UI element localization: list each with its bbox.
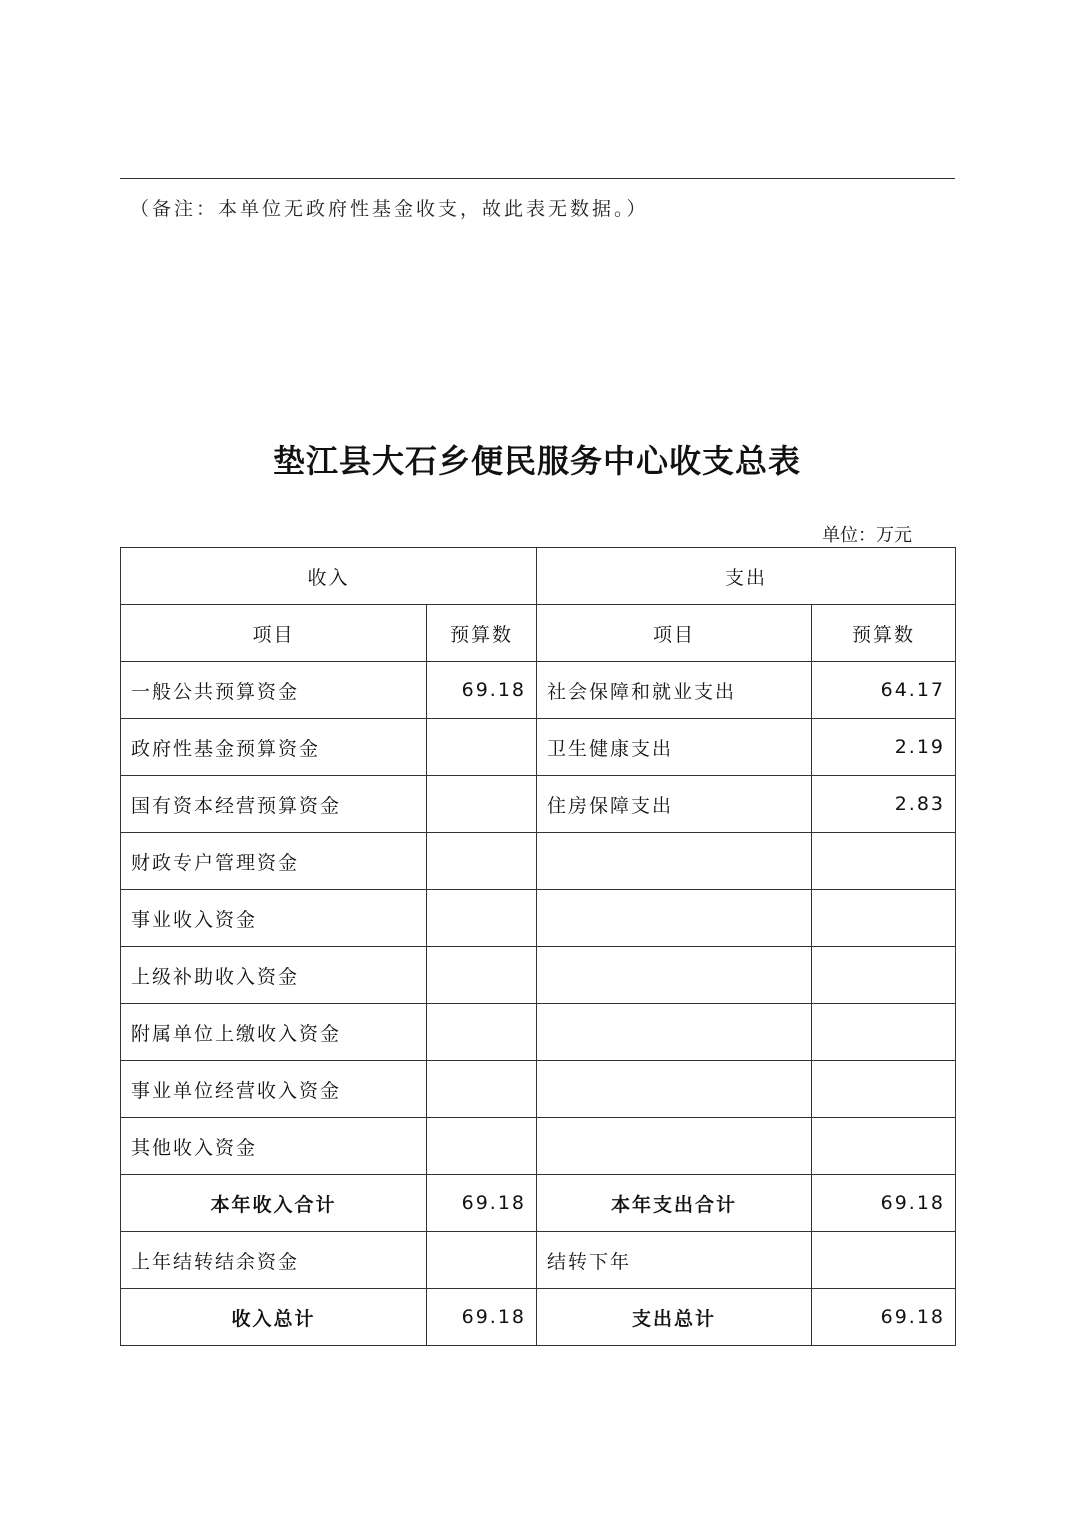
note-text: （备注：本单位无政府性基金收支，故此表无数据。） [130, 198, 649, 220]
income-item: 国有资本经营预算资金 [121, 776, 427, 833]
year-total-row [121, 1175, 956, 1232]
income-value [427, 1118, 537, 1175]
expense-budget-header: 预算数 [812, 605, 956, 662]
expense-item [537, 833, 812, 890]
unit-label: 单位：万元 [822, 525, 912, 546]
income-value [427, 890, 537, 947]
income-item: 财政专户管理资金 [121, 833, 427, 890]
table-row [121, 1118, 956, 1175]
expense-item [537, 1061, 812, 1118]
income-item: 政府性基金预算资金 [121, 719, 427, 776]
income-value [427, 776, 537, 833]
income-item: 上级补助收入资金 [121, 947, 427, 1004]
income-budget-header: 预算数 [427, 605, 537, 662]
table-row [121, 947, 956, 1004]
carryover-income-value [427, 1232, 537, 1289]
table-subheader-row [121, 605, 956, 662]
expense-item [537, 947, 812, 1004]
table-row [121, 1061, 956, 1118]
expense-value [812, 1061, 956, 1118]
income-value [427, 833, 537, 890]
summary-table [120, 547, 956, 1346]
income-item-header: 项目 [121, 605, 427, 662]
carryover-row [121, 1232, 956, 1289]
income-item: 一般公共预算资金 [121, 662, 427, 719]
expense-item [537, 1118, 812, 1175]
expense-item: 卫生健康支出 [537, 719, 812, 776]
carryover-expense-value [812, 1232, 956, 1289]
expense-value [812, 1118, 956, 1175]
grand-total-row [121, 1289, 956, 1346]
income-header: 收入 [121, 548, 537, 605]
income-value: 69.18 [427, 662, 537, 719]
year-income-total-value: 69.18 [427, 1175, 537, 1232]
expense-value: 2.83 [812, 776, 956, 833]
income-item: 附属单位上缴收入资金 [121, 1004, 427, 1061]
expense-value: 64.17 [812, 662, 956, 719]
table-row [121, 776, 956, 833]
expense-item: 住房保障支出 [537, 776, 812, 833]
expense-grand-total-value: 69.18 [812, 1289, 956, 1346]
income-value [427, 1004, 537, 1061]
income-item: 其他收入资金 [121, 1118, 427, 1175]
year-expense-total-value: 69.18 [812, 1175, 956, 1232]
year-income-total-label: 本年收入合计 [121, 1175, 427, 1232]
table-row [121, 1004, 956, 1061]
expense-value [812, 890, 956, 947]
carryover-income-label: 上年结转结余资金 [121, 1232, 427, 1289]
expense-item: 社会保障和就业支出 [537, 662, 812, 719]
expense-value [812, 1004, 956, 1061]
income-grand-total-label: 收入总计 [121, 1289, 427, 1346]
year-expense-total-label: 本年支出合计 [537, 1175, 812, 1232]
income-value [427, 719, 537, 776]
income-value [427, 947, 537, 1004]
expense-item [537, 1004, 812, 1061]
income-grand-total-value: 69.18 [427, 1289, 537, 1346]
expense-value [812, 947, 956, 1004]
expense-header: 支出 [537, 548, 956, 605]
page-title: 垫江县大石乡便民服务中心收支总表 [272, 442, 801, 480]
table-row [121, 719, 956, 776]
expense-item-header: 项目 [537, 605, 812, 662]
expense-item [537, 890, 812, 947]
table-row [121, 833, 956, 890]
income-value [427, 1061, 537, 1118]
income-item: 事业单位经营收入资金 [121, 1061, 427, 1118]
carryover-expense-label: 结转下年 [537, 1232, 812, 1289]
expense-grand-total-label: 支出总计 [537, 1289, 812, 1346]
top-divider [120, 178, 955, 179]
table-row [121, 890, 956, 947]
table-row [121, 662, 956, 719]
expense-value [812, 833, 956, 890]
income-item: 事业收入资金 [121, 890, 427, 947]
table-header-row [121, 548, 956, 605]
expense-value: 2.19 [812, 719, 956, 776]
